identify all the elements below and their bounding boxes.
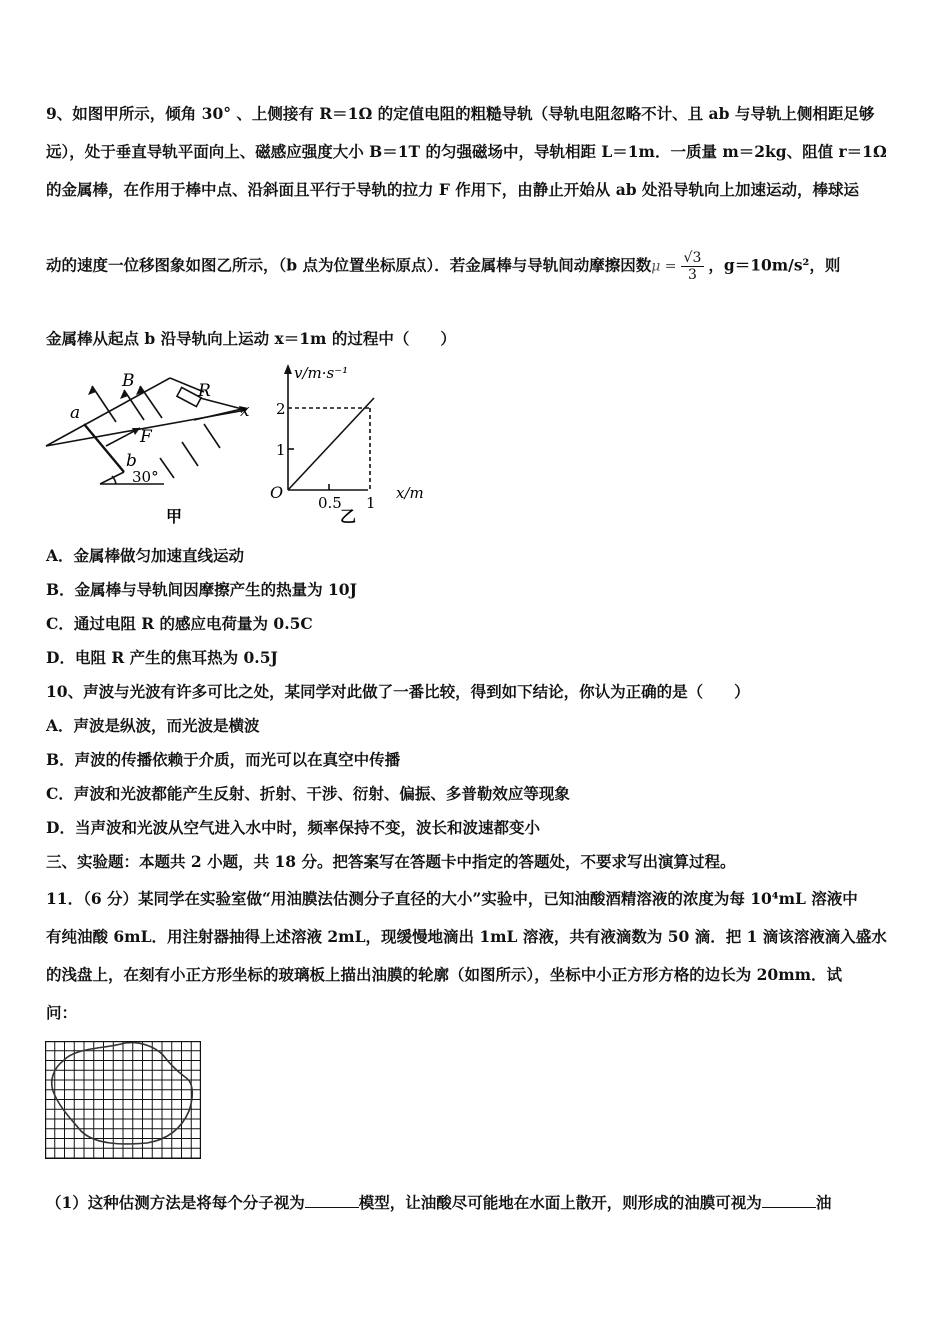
figure-yi-vx-graph <box>268 358 438 530</box>
grid-lines <box>45 1041 201 1159</box>
q9-line-4a: 动的速度一位移图象如图乙所示，（b 点为位置坐标原点）．若金属棒与导轨间动摩擦因数 <box>46 255 652 275</box>
xtick-1: 1 <box>366 494 376 512</box>
q11-sub1 <box>46 1191 831 1213</box>
q11-line-4: 问： <box>46 1003 78 1022</box>
b-arrowhead-2 <box>120 390 128 399</box>
q10-option-c: C．声波和光波都能产生反射、折射、干涉、衍射、偏振、多普勒效应等现象 <box>46 784 570 803</box>
label-x: x <box>240 401 250 421</box>
q10-option-d: D．当声波和光波从空气进入水中时，频率保持不变，波长和波速都变小 <box>46 818 540 837</box>
origin-O: O <box>270 483 284 502</box>
ytick-2: 2 <box>276 400 286 418</box>
label-angle: 30° <box>132 468 159 486</box>
q10-option-b: B．声波的传播依赖于介质，而光可以在真空中传播 <box>46 750 401 769</box>
metal-rod-ab <box>84 424 124 472</box>
q9-option-a: A．金属棒做匀加速直线运动 <box>46 546 245 565</box>
caption-jia: 甲 <box>166 507 183 526</box>
q11-sub1-a: （1）这种估测方法是将每个分子视为 <box>46 1193 305 1212</box>
figure-jia-incline <box>44 362 264 530</box>
q9-line-5: 金属棒从起点 b 沿导轨向上运动 x＝1m 的过程中（ ） <box>46 329 456 348</box>
label-a: a <box>70 403 81 423</box>
label-F: F <box>140 427 152 447</box>
q11-line-3: 的浅盘上，在刻有小正方形坐标的玻璃板上描出油膜的轮廓（如图所示），坐标中小正方形方格的边长为 20mm．试 <box>46 965 843 984</box>
q10-option-a: A．声波是纵波，而光波是横波 <box>46 716 260 735</box>
q9-line-4b: ，g＝10m/s²，则 <box>708 255 841 275</box>
q11-sub1-b: 模型，让油酸尽可能地在水面上散开，则形成的油膜可视为 <box>358 1193 762 1212</box>
section-3-heading: 三、实验题：本题共 2 小题，共 18 分。把答案写在答题卡中指定的答题处，不要求写出演算过程。 <box>46 852 736 871</box>
label-b: b <box>126 451 137 471</box>
q9-line-3: 的金属棒，在作用于棒中点、沿斜面且平行于导轨的拉力 F 作用下，由静止开始从 ab 处沿导轨向上加速运动，棒球运 <box>46 180 859 199</box>
label-B: B <box>122 371 135 391</box>
mu-symbol: μ = <box>651 258 677 275</box>
sqrt3-over-3: $\frac{√3}{3}$ <box>681 250 705 283</box>
answer-blank-1[interactable] <box>305 1206 359 1208</box>
label-R: R <box>198 381 211 401</box>
q9-line-2: 远），处于垂直导轨平面向上、磁感应强度大小 B＝1T 的匀强磁场中，导轨相距 L＝1m．一质量 m＝2kg、阻值 r＝1Ω <box>46 142 887 161</box>
incline-edge <box>100 472 124 484</box>
xtick-05: 0.5 <box>318 494 342 512</box>
q9-option-d: D．电阻 R 产生的焦耳热为 0.5J <box>46 648 278 667</box>
ytick-1: 1 <box>276 441 286 459</box>
q11-line-2: 有纯油酸 6mL．用注射器抽得上述溶液 2mL，现缓慢地滴出 1mL 溶液，共有液滴数为 50 滴．把 1 滴该溶液滴入盛水 <box>46 927 887 946</box>
q9-option-c: C．通过电阻 R 的感应电荷量为 0.5C <box>46 614 313 633</box>
oil-film-grid-figure <box>45 1041 201 1159</box>
q9-line-4 <box>46 250 840 283</box>
answer-blank-2[interactable] <box>762 1206 816 1208</box>
caption-yi: 乙 <box>340 507 357 526</box>
q9-option-b: B．金属棒与导轨间因摩擦产生的热量为 10J <box>46 580 357 599</box>
xlabel: x/m <box>396 484 424 502</box>
v-arrowhead <box>284 364 292 374</box>
q11-sub1-c: 油 <box>815 1193 832 1212</box>
b-arrowhead-1 <box>88 386 96 395</box>
q9-line-1: 9、如图甲所示，倾角 30° 、上侧接有 R＝1Ω 的定值电阻的粗糙导轨（导轨电阻忽略不计、且 ab 与导轨上侧相距足够 <box>46 104 875 123</box>
v-x-line <box>288 398 374 490</box>
ylabel: v/m·s⁻¹ <box>294 364 349 382</box>
q11-line-1: 11．（6 分）某同学在实验室做“用油膜法估测分子直径的大小”实验中，已知油酸酒精溶液的浓度为每 10⁴mL 溶液中 <box>46 889 858 908</box>
q10-stem: 10、声波与光波有许多可比之处，某同学对此做了一番比较，得到如下结论，你认为正确的是（ ） <box>46 682 750 701</box>
